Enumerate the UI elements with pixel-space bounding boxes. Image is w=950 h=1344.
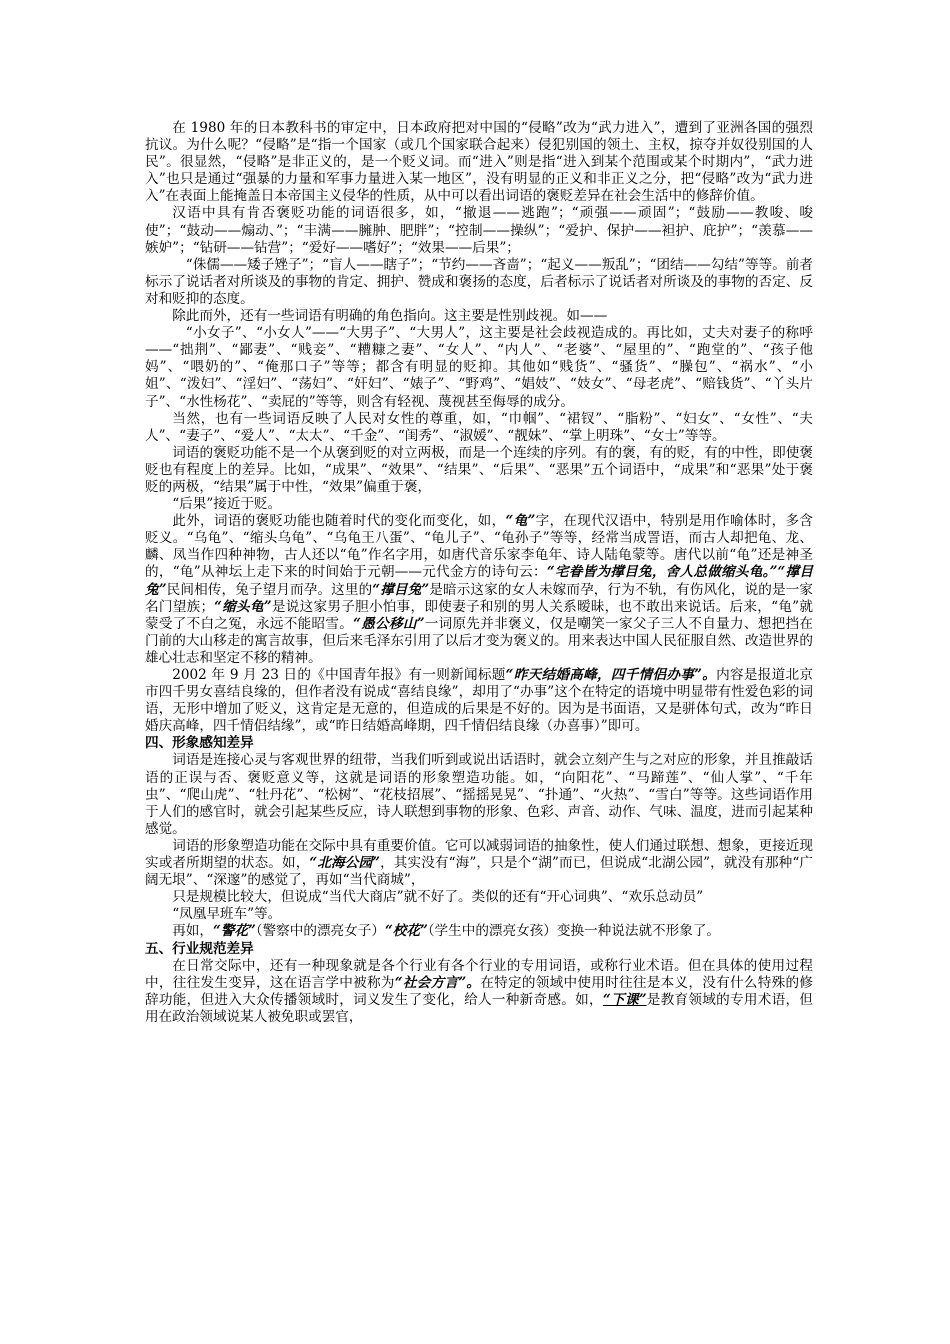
document-page xyxy=(145,120,813,1026)
section-5-heading: 五、行业规范差异 xyxy=(145,940,254,957)
paragraph-continuum: 词语的褒贬功能不是一个从褒到贬的对立两极，而是一个连续的序列。有的褒，有的贬，有的中性，即使褒贬也有程度上的差异。比如，“成果”、“效果”、“结果”、“后果”、“恶果”五个词语中，“成果”和“恶果”处于褒贬的两极，“结果”属于中性，“效果”偏重于褒， xyxy=(145,444,813,495)
term-chengmu-2: “撑目兔” xyxy=(372,581,430,598)
paragraph-imagery-value: 词语的形象塑造功能在交际中具有重要价值。它可以减弱词语的抽象性，使人们通过联想、想象，更接近现实或者所期望的状态。如，“北海公园”，其实没有“海”，只是个“湖”而已，但说成“北湖公园”，就没有那种“广阔无垠”、“深邃”的感觉了，再如“当代商城”， xyxy=(145,837,814,889)
paragraph-turtle: 此外，词语的褒贬功能也随着时代的变化而变化，如，“龟”字，在现代汉语中，特别是用作喻体时，多含贬义。“乌龟”、“缩头乌龟”、“乌龟王八蛋”、“龟儿子”、“龟孙子”等等，经常当成詈语，而古人却把龟、龙、麟、凤当作四种神物，古人还以“龟”作名字用，如唐代音乐家李龟年、诗人陆龟蒙等。唐代以前“龟”还是神圣的，“龟”从神坛上走下来的时间始于元朝——元代金方的诗句云：“宅眷皆为撑目兔，舍人总做缩头龟。”“撑目兔”民间相传，兔子望月而孕。这里的“撑目兔”是暗示这家的女人未嫁而孕，行为不轨，有伤风化，说的是一家名门望族；“缩头龟”是说这家男子胆小怕事，即使妻子和别的男人关系暧昧，也不敢出来说话。后来，“龟”就蒙受了不白之冤，永远不能昭雪。“愚公移山”一词原先并非褒义，仅是嘲笑一家父子三人不自量力、想把挡在门前的大山移走的寓言故事，但后来毛泽东引用了以后才变为褒义的。用来表达中国人民征服自然、改造世界的雄心壮志和坚定不移的精神。 xyxy=(145,513,814,666)
term-shehui-fangyan: “社会方言”。 xyxy=(394,974,481,991)
paragraph-word-pairs: 汉语中具有肯否褒贬功能的词语很多，如，“撤退——逃跑”；“顽强——顽固”；“鼓励——教唆、唆使”；“鼓动——煽动、”；“丰满——臃肿、肥胖”；“控制——操纵”；“爱护、保护——袒护、庇护”；“羡慕——嫉妒”；“钻研——钻营”；“爱好——嗜好”；“效果——后果”； xyxy=(145,205,813,256)
term-beihai: “北海公园” xyxy=(309,855,380,872)
paragraph-gender-terms: “小女子”、“小女人”——“大男子”、“大男人”，这主要是社会歧视造成的。再比如，丈夫对妻子的称呼——“拙荆”、“鄙妻”、“贱妾”、“糟糠之妻”、“女人”、“内人”、“老婆”、“屋里的”、“跑堂的”、“孩子他妈”、“喂奶的”、“俺那口子”等等；都含有明显的贬抑。其他如“贱货”、“骚货”、“臊包”、“祸水”、“小姐”、“泼妇”、“淫妇”、“荡妇”、“奸妇”、“婊子”、“野鸡”、“娼妓”、“妓女”、“母老虎”、“赔钱货”、“丫头片子”、“水性杨花”、“卖屁的”等等，则含有轻视、蔑视甚至侮辱的成分。 xyxy=(145,325,813,410)
term-xiake: “下课” xyxy=(602,991,647,1008)
term-gui: “龟” xyxy=(505,513,536,530)
news-headline: “昨天结婚高峰，四千情侣办事”。 xyxy=(505,667,717,683)
paragraph-imagery: 词语是连接心灵与客观世界的纽带，当我们听到或说出话语时，就会立刻产生与之对应的形象，并且推敲话语的正误与否、褒贬意义等，这就是词语的形象塑造功能。如，“向阳花”、“马蹄莲”、“仙人掌”、“千年虫”、“爬山虎”、“牡丹花”、“松树”、“花枝招展”、“摇摇晃晃”、“扑通”、“火热”、“雪白”等等。这些词语作用于人们的感官时，就会引起某些反应，诗人联想到事物的形象、色彩、声音、动作、气味、温度，进而引起某种感觉。 xyxy=(145,752,813,837)
paragraph-role-direction: 除此而外，还有一些词语有明确的角色指向。这主要是性别歧视。如—— xyxy=(172,308,608,325)
paragraph-houguo: “后果”接近于贬。 xyxy=(172,496,282,513)
paragraph-police-flower: 再如，“警花”（警察中的漂亮女子）“校花”（学生中的漂亮女孩）变换一种说法就不形象了。 xyxy=(172,923,721,940)
term-yugong: “愚公移山” xyxy=(353,615,425,632)
quote-poem: “宅眷皆为撑目兔，舍人总做缩头龟。” xyxy=(546,564,778,581)
paragraph-respect-terms: 当然，也有一些词语反映了人民对女性的尊重，如，“巾帼”、“裙钗”、“脂粉”、“妇女”、“女性”、“夫人”、“妻子”、“爱人”、“太太”、“千金”、“闺秀”、“淑媛”、“靓妹”、“掌上明珠”、“女士”等等。 xyxy=(145,410,813,444)
section-4-heading: 四、形象感知差异 xyxy=(145,735,254,752)
paragraph-phoenix: “凤凰早班车”等。 xyxy=(172,906,282,923)
term-jinghua: “警花” xyxy=(212,923,256,940)
paragraph-shopping: 只是规模比较大，但说成“当代大商店”就不好了。类似的还有“开心词典”、“欢乐总动员” xyxy=(172,889,704,906)
term-xiaohua: “校花” xyxy=(384,923,428,940)
term-suotou: “缩头龟” xyxy=(214,598,272,615)
paragraph-word-pairs-cont: “侏儒——矮子矬子”；“盲人——瞎子”；“节约——吝啬”；“起义——叛乱”；“团结——勾结”等等。前者标示了说话者对所谈及的事物的肯定、拥护、赞成和褒扬的态度，后者标示了说话者对所谈及的事物的否定、反对和贬抑的态度。 xyxy=(145,256,813,307)
term-chengmu-1: “撑目兔” xyxy=(145,564,813,598)
paragraph-textbook: 在 1980 年的日本教科书的审定中，日本政府把对中国的“侵略”改为“武力进入”，遭到了亚洲各国的强烈抗议。为什么呢？“侵略”是“指一个国家（或几个国家联合起来）侵犯别国的领土、主权，掠夺并奴役别国的人民”。很显然，“侵略”是非正义的，是一个贬义词。而“进入”则是指“进入到某个范围或某个时期内”，“武力进入”也只是通过“强暴的力量和军事力量进入某一地区”，没有明显的正义和非正义之分，把“侵略”改为“武力进入”在表面上能掩盖日本帝国主义侵华的性质，从中可以看出词语的褒贬差异在社会生活中的修辞价值。 xyxy=(145,120,813,205)
paragraph-news: 2002 年 9 月 23 日的《中国青年报》有一则新闻标题“昨天结婚高峰，四千情侣办事”。内容是报道北京市四千男女喜结良缘的，但作者没有说成“喜结良缘”，却用了“办事”这个在特定的语境中明显带有性爱色彩的词语，无形中增加了贬义，这肯定是无意的，但造成的后果是不好的。因为是书面语，又是骈体句式，改为“昨日婚庆高峰，四千情侣结缘”，或“昨日结婚高峰期，四千情侣结良缘（办喜事）”即可。 xyxy=(145,667,813,735)
paragraph-industry-terms: 在日常交际中，还有一种现象就是各个行业有各个行业的专用词语，或称行业术语。但在具体的使用过程中，往往发生变异，这在语言学中被称为“社会方言”。在特定的领域中使用时往往是本义，没有什么特殊的修辞功能，但进入大众传播领域时，词义发生了变化，给人一种新奇感。如，“下课”是教育领域的专用术语，但用在政治领域说某人被免职或罢官， xyxy=(145,957,814,1025)
